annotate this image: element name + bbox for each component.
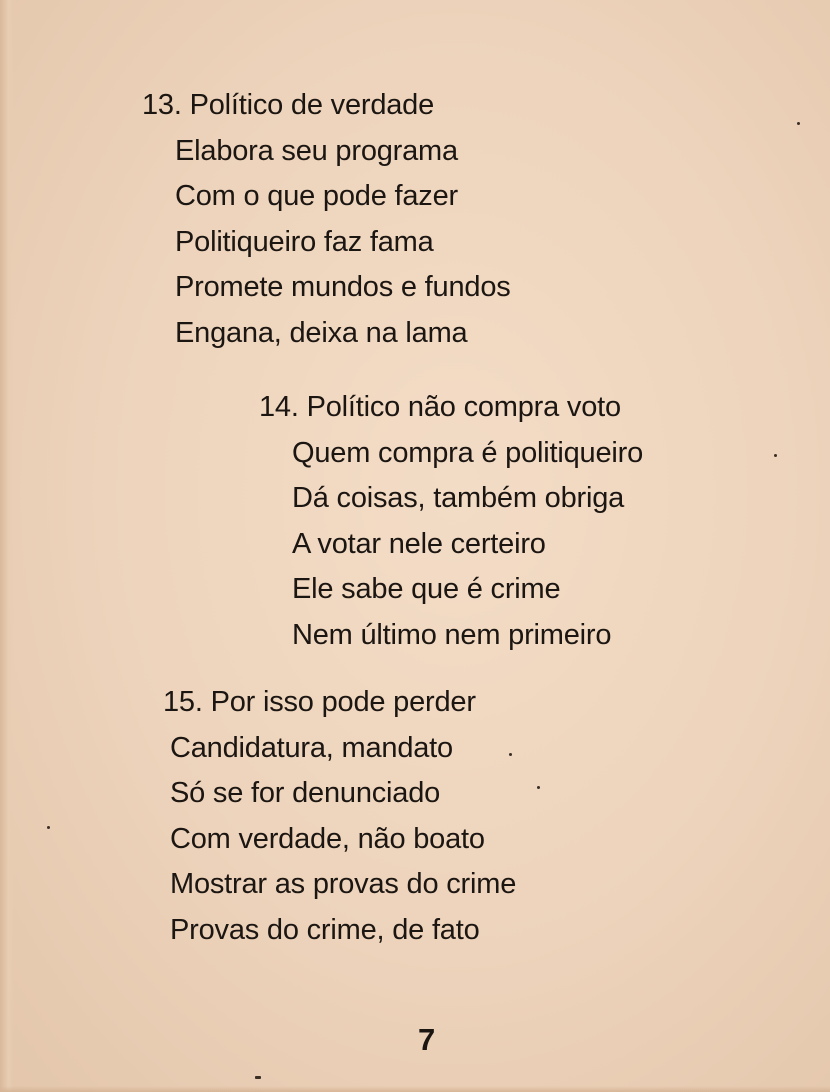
page-binding-edge: [0, 0, 14, 1092]
paper-speck: [537, 786, 540, 789]
verse-line: A votar nele certeiro: [292, 527, 546, 560]
verse-line: Ele sabe que é crime: [292, 573, 561, 605]
stanza-13: [142, 83, 511, 356]
verse-line: Provas do crime, de fato: [170, 913, 480, 946]
paper-speck: [774, 454, 777, 457]
verse-line: Politiqueiro faz fama: [175, 225, 434, 258]
verse-line: Nem último nem primeiro: [292, 618, 612, 651]
stanza-14: [259, 385, 643, 658]
stanza-heading: 14. Político não compra voto: [259, 391, 621, 423]
paper-speck: [47, 826, 50, 829]
verse-line: Dá coisas, também obriga: [292, 482, 625, 514]
paper-speck: [255, 1076, 261, 1079]
verse-line: Com verdade, não boato: [170, 822, 485, 855]
stanza-15: [163, 680, 516, 953]
verse-line: Promete mundos e fundos: [175, 271, 511, 303]
verse-line: Candidatura, mandato: [170, 731, 453, 764]
verse-line: Mostrar as provas do crime: [170, 868, 517, 900]
stanza-heading: 13. Político de verdade: [142, 89, 435, 121]
verse-line: Engana, deixa na lama: [175, 316, 468, 349]
verse-line: Elabora seu programa: [175, 134, 458, 167]
verse-line: Quem compra é politiqueiro: [292, 436, 644, 469]
paper-speck: [797, 122, 800, 125]
verse-line: Com o que pode fazer: [175, 180, 458, 212]
page-number: 7: [418, 1022, 436, 1057]
stanza-heading: 15. Por isso pode perder: [163, 686, 476, 718]
verse-line: Só se for denunciado: [170, 777, 441, 809]
page-bottom-edge: [0, 1086, 830, 1092]
